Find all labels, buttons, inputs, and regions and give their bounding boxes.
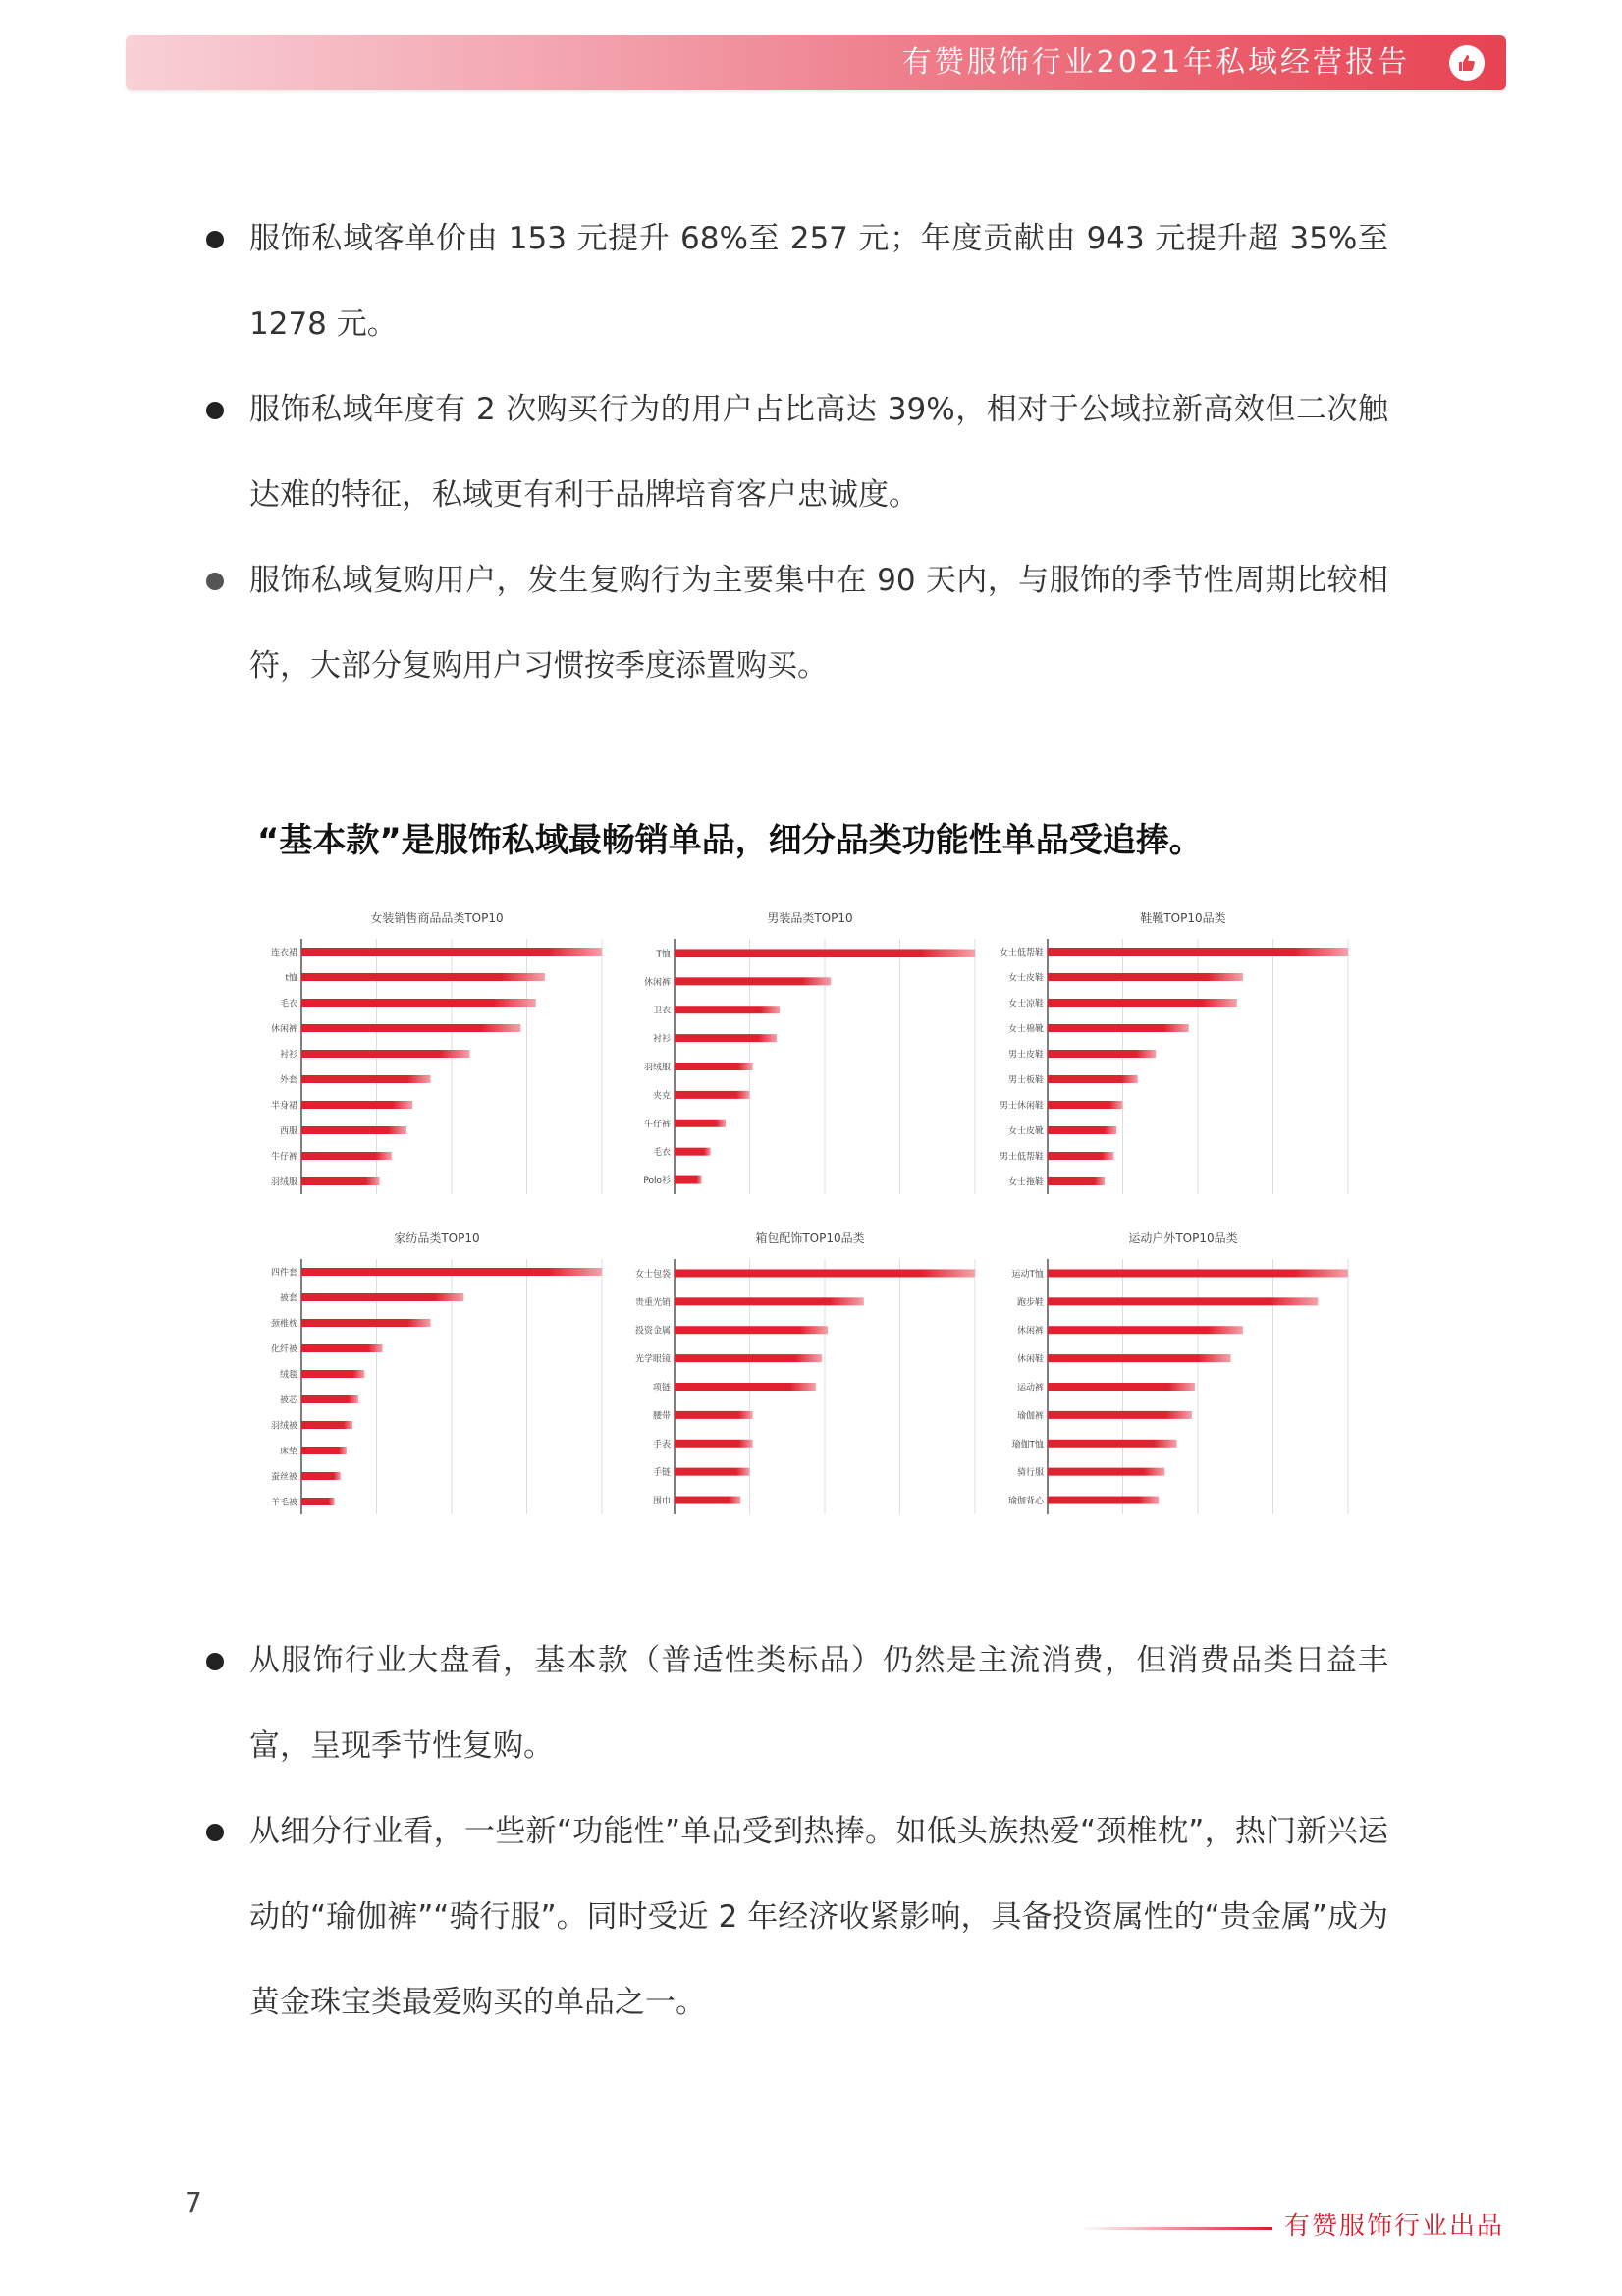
bar xyxy=(675,1297,864,1305)
tick-label: 女士包袋 xyxy=(634,1269,671,1280)
bar xyxy=(301,1152,392,1160)
bullet-text: 服饰私域复购用户，发生复购行为主要集中在 90 天内，与服饰的季节性周期比较相符，大部分复购用户习惯按季度添置购买。 xyxy=(249,563,1388,683)
bullet-text: 从细分行业看，一些新“功能性”单品受到热捧。如低头族热爱“颈椎枕”，热门新兴运动的“瑜伽裤”“骑行服”。同时受近 2 年经济收紧影响，具备投资属性的“贵金属”成为黄金珠宝类最爱购买的单品之一。 xyxy=(249,1814,1388,2020)
tick-label: 男士休闲鞋 xyxy=(999,1101,1044,1112)
bar xyxy=(675,1006,780,1013)
bar xyxy=(675,1383,816,1391)
chart-plot xyxy=(997,929,1370,1202)
bar xyxy=(1048,1468,1164,1476)
bar xyxy=(301,1268,602,1276)
bullet-dot xyxy=(206,1653,224,1670)
chart-mens-top10 xyxy=(623,907,997,1202)
tick-label: 夹克 xyxy=(652,1091,671,1102)
tick-label: 床垫 xyxy=(279,1447,297,1457)
bar xyxy=(1048,1101,1123,1109)
bar xyxy=(301,1126,406,1134)
tick-label: 半身裙 xyxy=(270,1101,297,1112)
tick-label: 西服 xyxy=(279,1126,297,1137)
chart-title: 家纺品类TOP10 xyxy=(394,1231,480,1245)
bar xyxy=(301,999,536,1007)
tick-label: 牛仔裤 xyxy=(270,1152,297,1163)
bar xyxy=(1048,1152,1113,1160)
tick-label: 女士凉鞋 xyxy=(1007,999,1044,1010)
bullet-dot xyxy=(206,402,224,419)
bullet-text: 服饰私域年度有 2 次购买行为的用户占比高达 39%，相对于公域拉新高效但二次触达难的特征，私域更有利于品牌培育客户忠诚度。 xyxy=(249,392,1388,513)
bar xyxy=(301,973,545,981)
tick-label: 羽绒被 xyxy=(270,1421,297,1432)
tick-label: 休闲裤 xyxy=(270,1024,297,1035)
bar xyxy=(1048,1440,1177,1448)
bar xyxy=(301,1498,335,1505)
bar xyxy=(1048,1075,1138,1083)
tick-label: Polo衫 xyxy=(643,1176,671,1187)
tick-label: 毛衣 xyxy=(652,1148,671,1159)
tick-label: 羽绒服 xyxy=(270,1177,297,1188)
chart-sports-outdoor-top10 xyxy=(997,1228,1370,1522)
bullet-dot xyxy=(206,1824,224,1841)
tick-label: 跑步鞋 xyxy=(1016,1297,1044,1308)
tick-label: t恤 xyxy=(285,973,297,984)
tick-label: T恤 xyxy=(656,949,671,959)
tick-label: 光学眼镜 xyxy=(634,1354,671,1365)
chart-bags-accessories-top10 xyxy=(623,1228,997,1522)
tick-label: 运动T恤 xyxy=(1011,1269,1044,1280)
summary-bullets-bottom xyxy=(249,1618,1388,2046)
bar xyxy=(1048,1269,1348,1277)
tick-label: 投资金属 xyxy=(634,1326,671,1337)
bullet-dot xyxy=(206,231,224,248)
tick-label: 项链 xyxy=(652,1383,671,1394)
chart-title: 箱包配饰TOP10品类 xyxy=(755,1231,865,1245)
bar xyxy=(675,1411,753,1419)
chart-title: 鞋靴TOP10品类 xyxy=(1140,911,1226,925)
chart-grid xyxy=(250,907,1370,1558)
bar xyxy=(1048,1050,1156,1058)
bar xyxy=(301,1293,463,1301)
tick-label: 卫衣 xyxy=(652,1006,671,1016)
page-number: 7 xyxy=(185,2186,202,2218)
report-title: 有赞服饰行业2021年私域经营报告 xyxy=(901,45,1410,80)
chart-plot xyxy=(250,1249,623,1522)
bar xyxy=(301,1319,431,1327)
bullet-dot xyxy=(206,573,224,590)
bullet-item xyxy=(249,367,1388,538)
chart-plot xyxy=(997,1249,1370,1522)
bar xyxy=(675,1497,740,1504)
bar xyxy=(301,1075,431,1083)
chart-plot xyxy=(623,1249,997,1522)
bullet-text: 从服饰行业大盘看，基本款（普适性类标品）仍然是主流消费，但消费品类日益丰富，呈现季节性复购。 xyxy=(249,1643,1388,1764)
tick-label: 蚕丝被 xyxy=(270,1472,297,1483)
bar xyxy=(675,1148,711,1156)
tick-label: 骑行服 xyxy=(1016,1468,1044,1479)
chart-title: 运动户外TOP10品类 xyxy=(1128,1231,1238,1245)
chart-title: 男装品类TOP10 xyxy=(767,911,853,925)
tick-label: 休闲裤 xyxy=(1016,1326,1044,1337)
bar xyxy=(301,948,602,956)
bar xyxy=(1048,999,1237,1007)
tick-label: 衬衫 xyxy=(652,1034,671,1045)
tick-label: 被芯 xyxy=(279,1395,297,1406)
bar xyxy=(675,1063,753,1070)
thumbs-up-icon xyxy=(1449,45,1485,81)
tick-label: 手表 xyxy=(652,1440,671,1450)
tick-label: 瑜伽裤 xyxy=(1016,1411,1044,1422)
tick-label: 瑜伽T恤 xyxy=(1011,1440,1044,1450)
tick-label: 女士拖鞋 xyxy=(1007,1177,1044,1188)
bar xyxy=(1048,973,1243,981)
bar xyxy=(301,1421,352,1429)
chart-plot xyxy=(250,929,623,1202)
chart-shoes-top10 xyxy=(997,907,1370,1202)
bar xyxy=(675,1176,702,1184)
tick-label: 女士棉靴 xyxy=(1007,1024,1044,1035)
section-heading: “基本款”是服饰私域最畅销单品，细分品类功能性单品受追捧。 xyxy=(257,821,1203,860)
tick-label: 化纤被 xyxy=(270,1344,297,1355)
tick-label: 休闲鞋 xyxy=(1016,1354,1044,1365)
chart-womens-top10 xyxy=(250,907,623,1202)
tick-label: 瑜伽背心 xyxy=(1007,1497,1044,1507)
bar xyxy=(675,1091,750,1099)
tick-label: 腰带 xyxy=(652,1411,671,1422)
tick-label: 男士板鞋 xyxy=(1007,1075,1044,1086)
tick-label: 绒毯 xyxy=(279,1370,297,1381)
tick-label: 贵重光销 xyxy=(634,1297,671,1308)
footer-divider xyxy=(1080,2227,1272,2230)
tick-label: 休闲裤 xyxy=(643,977,671,988)
tick-label: 女士皮靴 xyxy=(1007,1126,1044,1137)
bar xyxy=(301,1370,364,1378)
tick-label: 男士皮鞋 xyxy=(1007,1050,1044,1061)
tick-label: 羽绒服 xyxy=(643,1063,671,1073)
tick-label: 连衣裙 xyxy=(270,948,297,958)
bullet-item xyxy=(249,1789,1388,2046)
bar xyxy=(301,1101,412,1109)
tick-label: 手链 xyxy=(652,1468,671,1479)
bar xyxy=(1048,1354,1231,1362)
summary-bullets-top xyxy=(249,196,1388,709)
tick-label: 女士低帮鞋 xyxy=(999,948,1044,958)
bar xyxy=(1048,1411,1192,1419)
header-banner xyxy=(126,35,1506,90)
bullet-item xyxy=(249,196,1388,367)
chart-plot xyxy=(623,929,997,1202)
bar xyxy=(301,1024,520,1032)
bar xyxy=(301,1050,469,1058)
tick-label: 外套 xyxy=(279,1075,297,1086)
tick-label: 四件套 xyxy=(270,1268,297,1279)
tick-label: 颈椎枕 xyxy=(270,1319,297,1330)
bar xyxy=(675,1269,975,1277)
bullet-text: 服饰私域客单价由 153 元提升 68%至 257 元；年度贡献由 943 元提升超 35%至 1278 元。 xyxy=(249,221,1388,342)
bar xyxy=(1048,1326,1243,1334)
tick-label: 被套 xyxy=(279,1293,297,1304)
bar xyxy=(1048,1297,1318,1305)
bar xyxy=(1048,948,1348,956)
bar xyxy=(675,977,831,985)
bar xyxy=(675,1354,822,1362)
tick-label: 女士皮鞋 xyxy=(1007,973,1044,984)
tick-label: 牛仔裤 xyxy=(643,1120,671,1130)
tick-label: 男士低帮鞋 xyxy=(999,1152,1044,1163)
bullet-item xyxy=(249,538,1388,709)
bar xyxy=(301,1395,358,1403)
bar xyxy=(675,1440,753,1448)
bar xyxy=(1048,1126,1116,1134)
bar xyxy=(675,1120,726,1127)
tick-label: 毛衣 xyxy=(279,999,297,1010)
tick-label: 围巾 xyxy=(652,1497,671,1507)
bar xyxy=(675,1468,750,1476)
bar xyxy=(675,949,975,957)
bar xyxy=(301,1177,380,1185)
tick-label: 衬衫 xyxy=(279,1050,297,1061)
bullet-item xyxy=(249,1618,1388,1789)
chart-title: 女装销售商品品类TOP10 xyxy=(370,911,504,925)
chart-home-textile-top10 xyxy=(250,1228,623,1522)
bar xyxy=(675,1326,828,1334)
bar xyxy=(301,1447,347,1454)
tick-label: 羊毛被 xyxy=(270,1498,297,1508)
bar xyxy=(1048,1383,1195,1391)
footer-brand: 有赞服饰行业出品 xyxy=(1284,2212,1505,2241)
bar xyxy=(301,1344,383,1352)
bar xyxy=(675,1034,777,1042)
bar xyxy=(1048,1177,1105,1185)
bar xyxy=(301,1472,341,1480)
bar xyxy=(1048,1497,1159,1504)
bar xyxy=(1048,1024,1189,1032)
tick-label: 运动裤 xyxy=(1016,1383,1044,1394)
